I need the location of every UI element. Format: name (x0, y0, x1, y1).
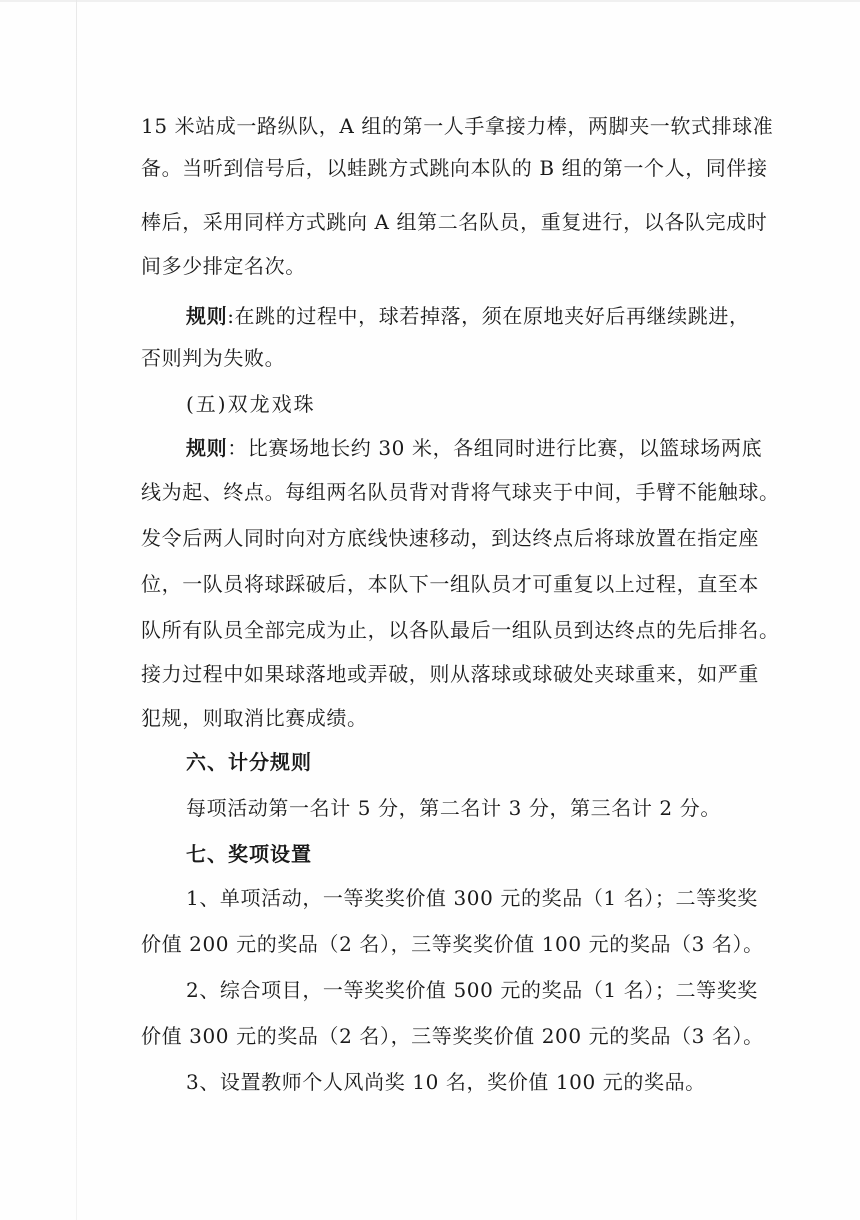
paragraph-line: 价值 300 元的奖品（2 名），三等奖奖价值 200 元的奖品（3 名）。 (141, 1024, 764, 1048)
paragraph-line: 1、单项活动，一等奖奖价值 300 元的奖品（1 名）；二等奖奖 (186, 886, 758, 910)
paragraph-line: 否则判为失败。 (141, 346, 286, 370)
paragraph-line: 犯规，则取消比赛成绩。 (141, 706, 368, 730)
paragraph-line: 队所有队员全部完成为止，以各队最后一组队员到达终点的先后排名。 (141, 618, 780, 642)
paragraph-line: 位，一队员将球踩破后，本队下一组队员才可重复以上过程，直至本 (141, 572, 759, 596)
paragraph-line: 线为起、终点。每组两名队员背对背将气球夹于中间，手臂不能触球。 (141, 480, 780, 504)
paragraph-line: 接力过程中如果球落地或弄破，则从落球或球破处夹球重来，如严重 (141, 662, 759, 686)
rule-label: 规则 (186, 436, 228, 460)
rule-paragraph (186, 436, 762, 460)
scan-edge-left (76, 0, 77, 1220)
paragraph-line: 棒后，采用同样方式跳向 A 组第二名队员，重复进行，以各队完成时 (141, 210, 768, 234)
rule-label: 规则 (186, 304, 228, 328)
rule-text: ：比赛场地长约 30 米，各组同时进行比赛，以篮球场两底 (227, 436, 763, 460)
paragraph-line: 发令后两人同时向对方底线快速移动，到达终点后将球放置在指定座 (141, 526, 759, 550)
paragraph-line: 备。当听到信号后，以蛙跳方式跳向本队的 B 组的第一个人，同伴接 (141, 156, 768, 180)
rule-text: :在跳的过程中，球若掉落，须在原地夹好后再继续跳进， (227, 304, 750, 328)
paragraph-line: 每项活动第一名计 5 分，第二名计 3 分，第三名计 2 分。 (186, 796, 721, 820)
rule-paragraph (186, 304, 750, 328)
paragraph-line: 2、综合项目，一等奖奖价值 500 元的奖品（1 名）；二等奖奖 (186, 978, 758, 1002)
event-title: (五)双龙戏珠 (186, 392, 316, 416)
paragraph-line: 间多少排定名次。 (141, 254, 306, 278)
section-heading: 七、奖项设置 (186, 842, 312, 866)
paragraph-line: 价值 200 元的奖品（2 名），三等奖奖价值 100 元的奖品（3 名）。 (141, 932, 764, 956)
paragraph-line: 15 米站成一路纵队，A 组的第一人手拿接力棒，两脚夹一软式排球准 (141, 114, 774, 138)
scan-edge-top (0, 0, 860, 2)
paragraph-line: 3、设置教师个人风尚奖 10 名，奖价值 100 元的奖品。 (186, 1070, 706, 1094)
section-heading: 六、计分规则 (186, 750, 312, 774)
